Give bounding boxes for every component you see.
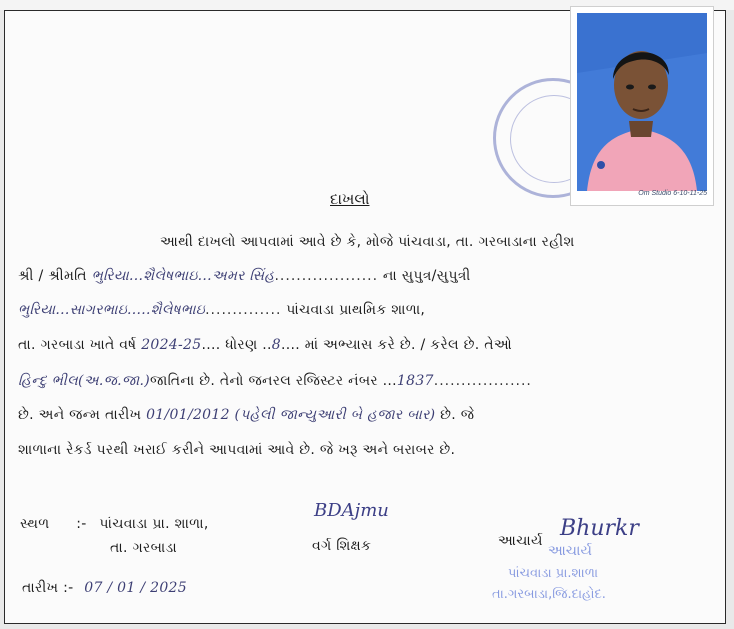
relation-label: ના સુપુત્ર/સુપુત્રી xyxy=(382,268,471,284)
photo-studio-caption: Om Studio 6-10-11-25 xyxy=(638,190,707,197)
principal-stamp-school: પાંચવાડા પ્રા.શાળા xyxy=(508,566,599,581)
class-teacher-signature: BDAjmu xyxy=(314,500,389,521)
place-separator: :- xyxy=(76,516,87,532)
standard-label: .... ધોરણ .. xyxy=(201,337,272,353)
place-row xyxy=(20,516,209,532)
student-portrait-image xyxy=(577,13,707,191)
principal-signature: Bhurkr xyxy=(560,516,639,541)
student-name: ભુરિયા...સાગરભાઇ.....શૈલેષભાઇ xyxy=(18,302,206,318)
body-line-6 xyxy=(18,407,474,423)
gr-label: જાતિના છે. તેનો જનરલ રજિસ્ટર નંબર ... xyxy=(150,373,397,389)
filler-dots: .............. xyxy=(205,302,282,318)
school-name: પાંચવાડા પ્રાથમિક શાળા, xyxy=(286,302,426,318)
certificate-title: દાખલો xyxy=(330,190,370,208)
body-line-5 xyxy=(18,373,532,389)
dob-suffix: છે. જે xyxy=(440,407,475,423)
date-row xyxy=(22,580,187,596)
body-line-4 xyxy=(18,337,512,353)
dob-label: છે. અને જન્મ તારીખ xyxy=(18,407,142,423)
body-line-7: શાળાના રેકર્ડ પરથી ખરાઈ કરીને આપવામાં આવે છે. જે ખરૂ અને બરાબર છે. xyxy=(18,442,456,458)
place-label: સ્થળ xyxy=(20,516,50,532)
principal-label: આચાર્ય xyxy=(498,533,543,549)
parent-name: ભુરિયા...શૈલેષભાઇ...અમર સિંહ xyxy=(91,268,275,284)
date-value: 07 / 01 / 2025 xyxy=(84,580,187,596)
body-line-2 xyxy=(18,268,471,284)
place-value: પાંચવાડા પ્રા. શાળા, xyxy=(99,516,209,532)
standard-value: 8 xyxy=(271,337,281,353)
class-teacher-label: વર્ગ શિક્ષક xyxy=(312,538,372,554)
gr-number: 1837 xyxy=(396,373,434,389)
salutation-label: શ્રી / શ્રીમતિ xyxy=(18,268,87,284)
principal-stamp-address: તા.ગરબાડા,જિ.દાહોદ. xyxy=(492,587,606,602)
date-label: તારીખ :- xyxy=(22,580,74,596)
place-value-line-2: તા. ગરબાડા xyxy=(110,540,177,556)
body-line-1: આથી દાખલો આપવામાં આવે છે કે, મોજે પાંચવાડા, તા. ગરબાડાના રહીશ xyxy=(160,234,575,250)
date-of-birth: 01/01/2012 (પહેલી જાન્યુઆરી બે હજાર બાર) xyxy=(146,407,436,423)
year-label: તા. ગરબાડા ખાતે વર્ષ xyxy=(18,337,137,353)
academic-year: 2024-25 xyxy=(141,337,202,353)
student-photo-frame xyxy=(570,6,714,206)
student-photo xyxy=(577,13,707,191)
filler-dots: ................... xyxy=(274,268,379,284)
caste-value: હિન્દુ ભીલ(અ.જ.જા.) xyxy=(18,373,150,389)
study-status: .... માં અભ્યાસ કરે છે. / કરેલ છે. તેઓ xyxy=(280,337,512,353)
body-line-3 xyxy=(18,302,425,318)
filler-dots: .................. xyxy=(433,373,532,389)
principal-stamp-title: આચાર્ય xyxy=(548,543,592,559)
